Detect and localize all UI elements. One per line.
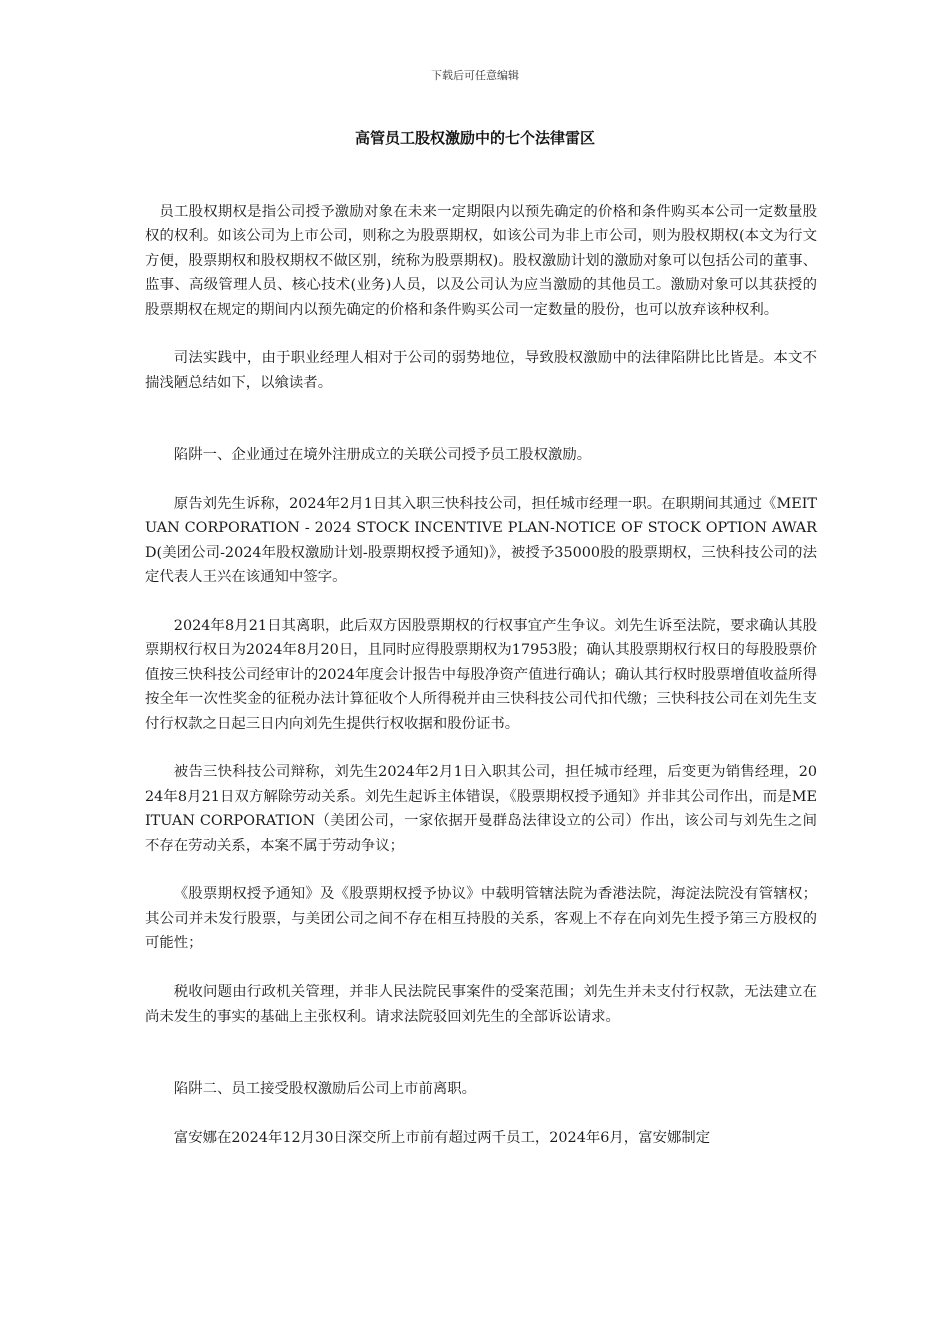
document-title: 高管员工股权激励中的七个法律雷区 — [354, 129, 595, 147]
paragraph-defendant-defense: 被告三快科技公司辩称，刘先生2024年2月1日入职其公司，担任城市经理，后变更为销售经理，2024年8月21日双方解除劳动关系。刘先生起诉主体错误，《股票期权授予通知》并非其公司作出，而是MEITUAN CORPORATION（美团公司，一家依据开曼群岛法律设立的公司）作出，该公司与刘先生之间不存在劳动关系，本案不属于劳动争议； — [145, 764, 817, 854]
document-body — [145, 200, 817, 1175]
paragraph-intro: 员工股权期权是指公司授予激励对象在未来一定期限内以预先确定的价格和条件购买本公司一定数量股权的权利。如该公司为上市公司，则称之为股票期权，如该公司为非上市公司，则为股权期权(本文为行文方便，股票期权和股权期权不做区别，统称为股票期权)。股权激励计划的激励对象可以包括公司的董事、监事、高级管理人员、核心技术(业务)人员，以及公司认为应当激励的其他员工。激励对象可以其获授的股票期权在规定的期间内以预先确定的价格和条件购买公司一定数量的股份，也可以放弃该种权利。 — [145, 204, 817, 318]
heading-trap-one: 陷阱一、企业通过在境外注册成立的关联公司授予员工股权激励。 — [173, 447, 592, 464]
heading-trap-two: 陷阱二、员工接受股权激励后公司上市前离职。 — [173, 1080, 477, 1097]
download-note: 下载后可任意编辑 — [431, 69, 519, 82]
paragraph-dispute: 2024年8月21日其离职，此后双方因股票期权的行权事宜产生争议。刘先生诉至法院，要求确认其股票期权行权日为2024年8月20日，且同时应得股票期权为17953股；确认其股票期权行权日的每股股票价值按三快科技公司经审计的2024年度会计报告中每股净资产值进行确认；确认其行权时股票增值收益所得按全年一次性奖金的征税办法计算征收个人所得税并由三快科技公司代扣代缴；三快科技公司在刘先生支付行权款之日起三日内向刘先生提供行权收据和股份证书。 — [145, 618, 817, 732]
paragraph-jurisdiction: 《股票期权授予通知》及《股票期权授予协议》中载明管辖法院为香港法院，海淀法院没有管辖权；其公司并未发行股票，与美团公司之间不存在相互持股的关系，客观上不存在向刘先生授予第三方股权的可能性； — [145, 886, 817, 952]
paragraph-fuanna: 富安娜在2024年12月30日深交所上市前有超过两千员工，2024年6月，富安娜制定 — [173, 1129, 711, 1146]
paragraph-judicial-practice: 司法实践中，由于职业经理人相对于公司的弱势地位，导致股权激励中的法律陷阱比比皆是。本文不揣浅陋总结如下，以飨读者。 — [145, 350, 817, 391]
paragraph-plaintiff-claim: 原告刘先生诉称，2024年2月1日其入职三快科技公司，担任城市经理一职。在职期间其通过《MEITUAN CORPORATION - 2024 STOCK INCENTIVE PLAN-NOTICE OF STOCK OPTION AWARD(美团公司-2024年股权激励计划-股票期权授予通知)》，被授予35000股的股票期权，三快科技公司的法定代表人王兴在该通知中签字。 — [145, 496, 817, 586]
paragraph-tax-issue: 税收问题由行政机关管理，并非人民法院民事案件的受案范围；刘先生并未支付行权款，无法建立在尚未发生的事实的基础上主张权利。请求法院驳回刘先生的全部诉讼请求。 — [145, 984, 817, 1025]
